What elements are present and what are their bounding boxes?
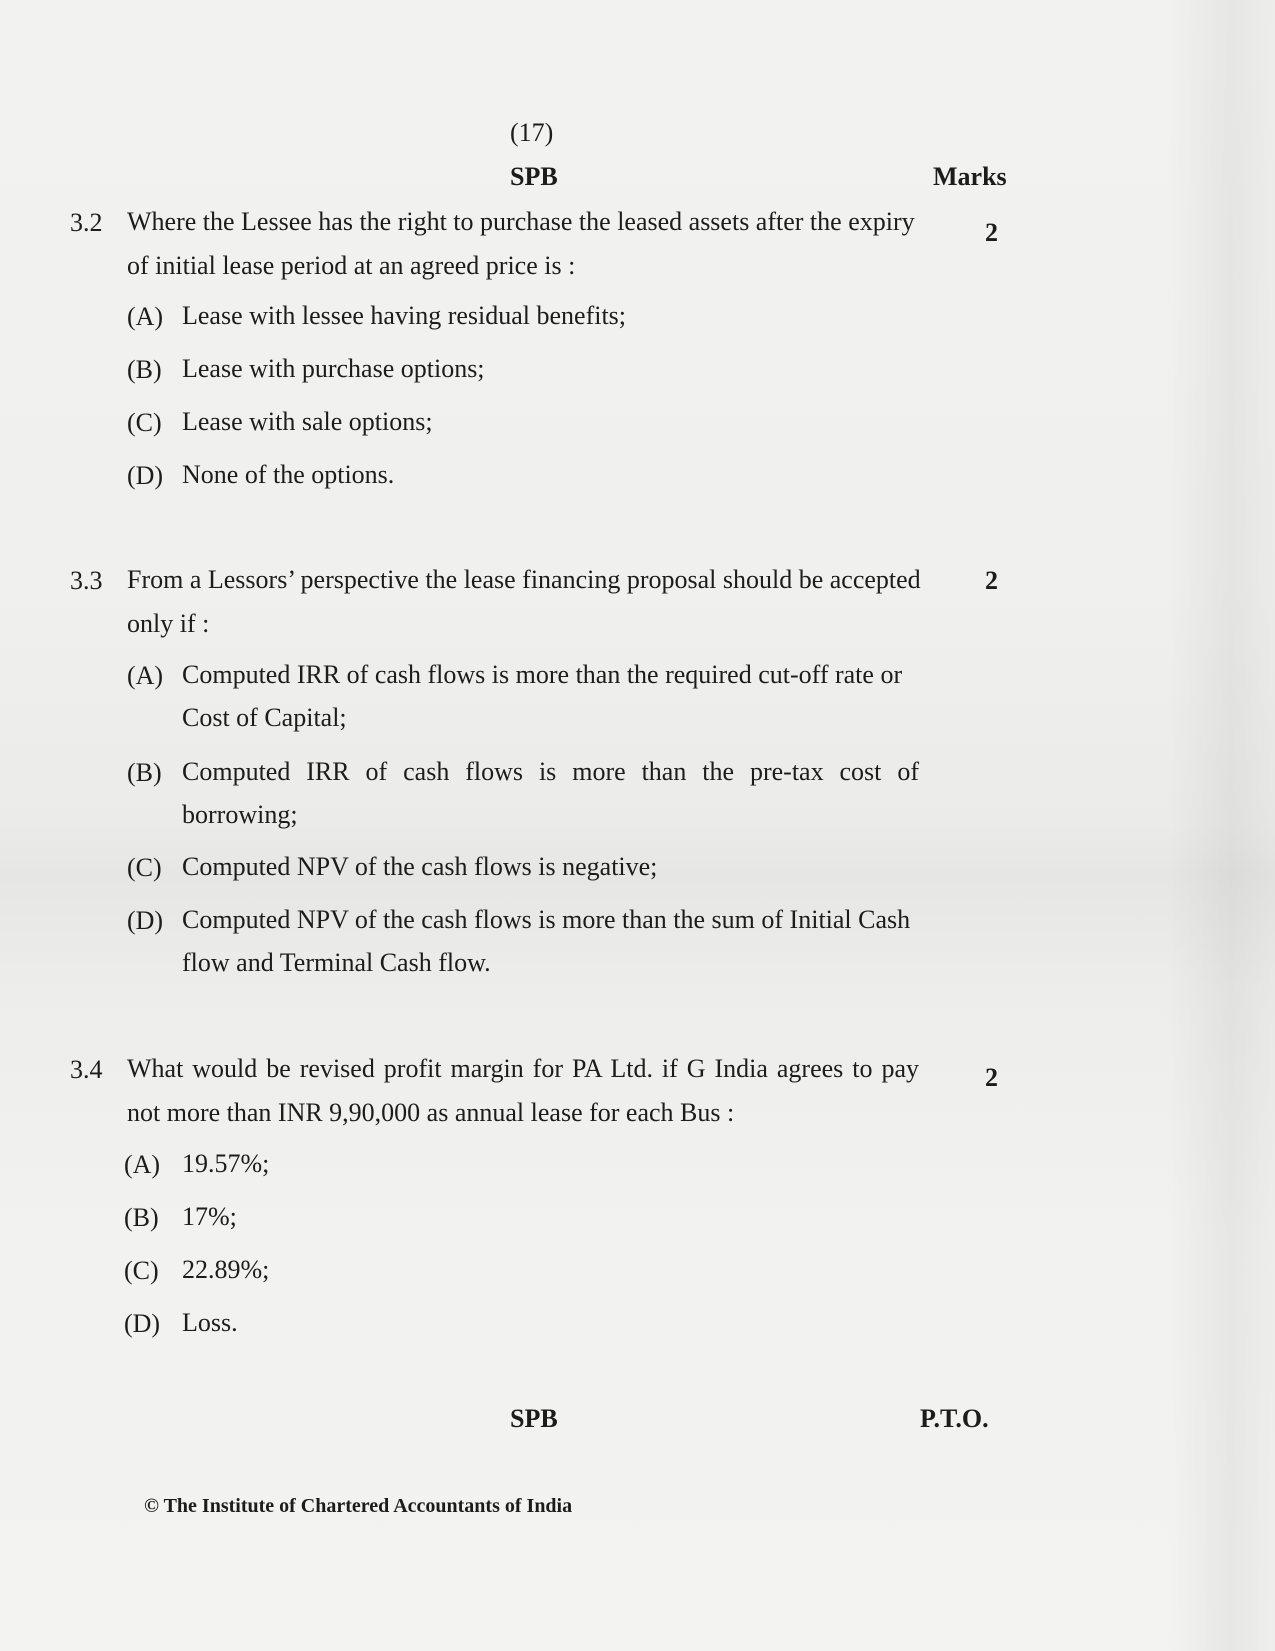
copyright-notice: © The Institute of Chartered Accountants of India — [144, 1495, 573, 1517]
option-text: Lease with sale options; — [182, 407, 433, 436]
option-label: (A) — [124, 1150, 161, 1179]
option-text: Lease with lessee having residual benefits; — [182, 301, 627, 330]
option-text: Lease with purchase options; — [182, 354, 485, 383]
option-text: None of the options. — [182, 460, 395, 489]
question-text-line: What would be revised profit margin for PA Ltd. if G India agrees to pay — [127, 1054, 919, 1083]
option-label: (B) — [127, 758, 162, 787]
marks-column-header: Marks — [933, 162, 1007, 191]
option-text: 22.89%; — [182, 1255, 270, 1284]
option-label: (C) — [124, 1256, 159, 1285]
option-label: (D) — [127, 461, 164, 490]
option-text: Computed IRR of cash flows is more than the pre-tax cost of — [182, 757, 919, 786]
option-label: (C) — [127, 408, 162, 437]
option-label: (B) — [127, 355, 162, 384]
option-label: (A) — [127, 661, 164, 690]
option-text: Cost of Capital; — [182, 703, 347, 732]
paper-code-header: SPB — [510, 162, 558, 191]
option-text: 17%; — [182, 1202, 237, 1231]
option-label: (A) — [127, 302, 164, 331]
page-number: (17) — [510, 118, 554, 147]
option-label: (C) — [127, 853, 162, 882]
question-marks: 2 — [985, 1063, 998, 1092]
option-text: flow and Terminal Cash flow. — [182, 948, 491, 977]
option-text: borrowing; — [182, 800, 298, 829]
question-text-line: From a Lessors’ perspective the lease financing proposal should be accepted — [127, 565, 921, 594]
question-text-line: not more than INR 9,90,000 as annual lease for each Bus : — [127, 1098, 735, 1127]
option-label: (D) — [127, 906, 164, 935]
question-number: 3.2 — [70, 208, 103, 237]
question-number: 3.4 — [70, 1055, 103, 1084]
question-marks: 2 — [985, 566, 998, 595]
option-text: Loss. — [182, 1308, 238, 1337]
question-text-line: Where the Lessee has the right to purchase the leased assets after the expiry — [127, 207, 915, 236]
paper-code-footer: SPB — [510, 1404, 558, 1433]
question-marks: 2 — [985, 218, 998, 247]
question-text-line: only if : — [127, 609, 210, 638]
question-number: 3.3 — [70, 566, 103, 595]
option-label: (B) — [124, 1203, 159, 1232]
option-text: Computed IRR of cash flows is more than the required cut-off rate or — [182, 660, 903, 689]
question-text-line: of initial lease period at an agreed price is : — [127, 251, 576, 280]
pto-label: P.T.O. — [920, 1404, 989, 1433]
option-text: 19.57%; — [182, 1149, 270, 1178]
option-label: (D) — [124, 1309, 161, 1338]
option-text: Computed NPV of the cash flows is negative; — [182, 852, 658, 881]
option-text: Computed NPV of the cash flows is more than the sum of Initial Cash — [182, 905, 911, 934]
